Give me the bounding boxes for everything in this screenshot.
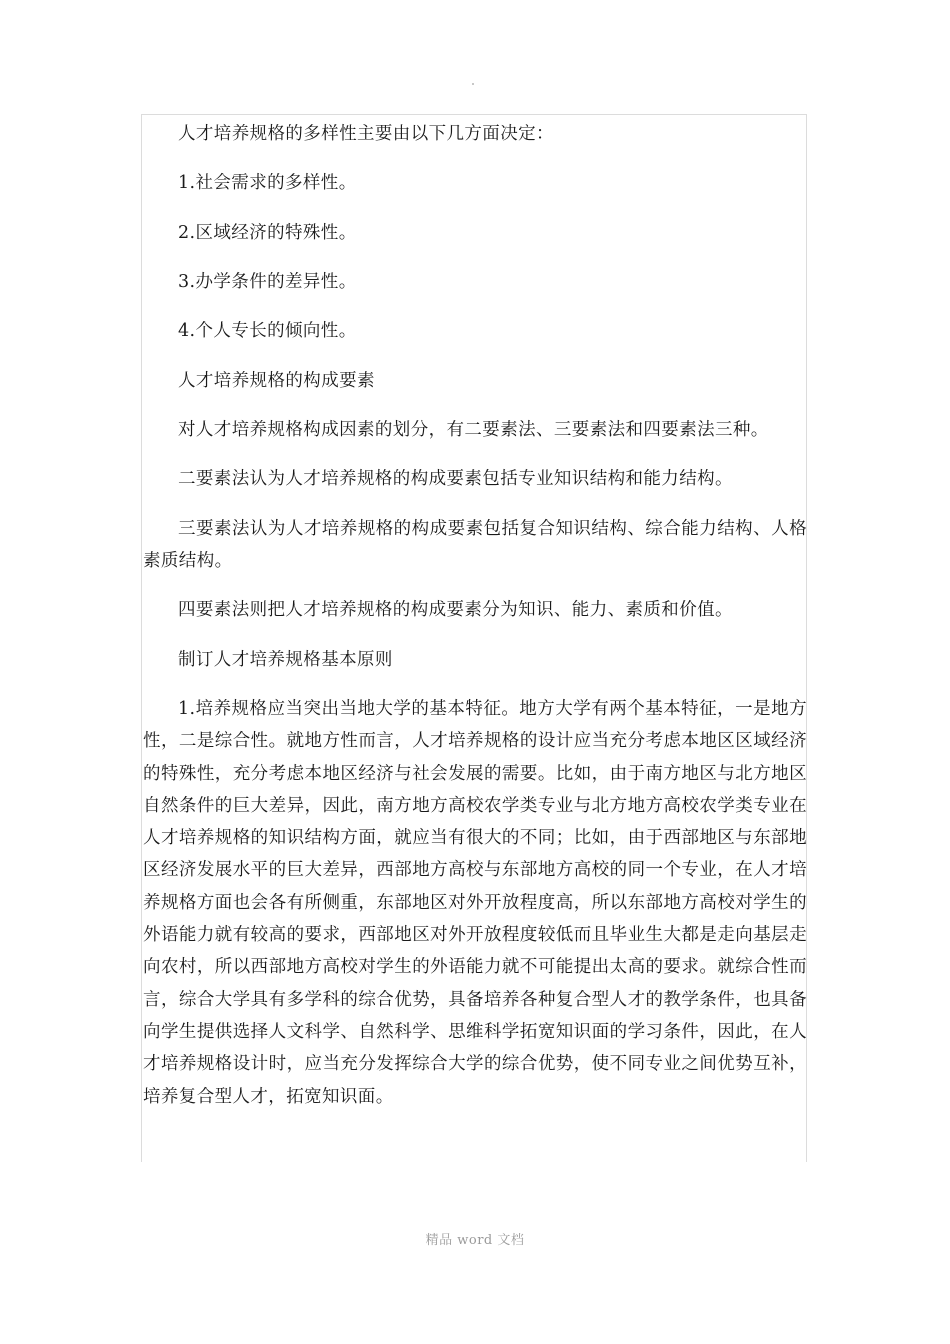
paragraph-division: 对人才培养规格构成因素的划分，有二要素法、三要素法和四要素法三种。 xyxy=(178,420,769,440)
intro-paragraph: 人才培养规格的多样性主要由以下几方面决定： xyxy=(178,124,554,144)
document-content-box xyxy=(141,114,807,1162)
list-item-2: 2.区域经济的特殊性。 xyxy=(178,223,357,243)
paragraph-three-element: 三要素法认为人才培养规格的构成要素包括复合知识结构、综合能力结构、人格素质结构。 xyxy=(143,519,807,572)
section-heading-principles: 制订人才培养规格基本原则 xyxy=(178,650,393,670)
header-dot xyxy=(472,83,474,85)
page-footer: 精品 word 文档 xyxy=(425,1233,525,1248)
principle-paragraph-1: 1.培养规格应当突出当地大学的基本特征。地方大学有两个基本特征，一是地方性，二是综合性。就地方性而言，人才培养规格的设计应当充分考虑本地区区域经济的特殊性，充分考虑本地区经济与社会发展的需要。比如，由于南方地区与北方地区自然条件的巨大差异，因此，南方地方高校农学类专业与北方地方高校农学类专业在人才培养规格的知识结构方面，就应当有很大的不同；比如，由于西部地区与东部地区经济发展水平的巨大差异，西部地方高校与东部地方高校的同一个专业，在人才培养规格方面也会各有所侧重，东部地区对外开放程度高，所以东部地方高校对学生的外语能力就有较高的要求，西部地区对外开放程度较低而且毕业生大都是走向基层走向农村，所以西部地方高校对学生的外语能力就不可能提出太高的要求。就综合性而言，综合大学具有多学科的综合优势，具备培养各种复合型人才的教学条件，也具备向学生提供选择人文科学、自然科学、思维科学拓宽知识面的学习条件，因此，在人才培养规格设计时，应当充分发挥综合大学的综合优势，使不同专业之间优势互补，培养复合型人才，拓宽知识面。 xyxy=(143,699,807,1107)
paragraph-two-element: 二要素法认为人才培养规格的构成要素包括专业知识结构和能力结构。 xyxy=(178,469,733,489)
list-item-1: 1.社会需求的多样性。 xyxy=(178,173,357,193)
section-heading-elements: 人才培养规格的构成要素 xyxy=(178,371,375,391)
paragraph-four-element: 四要素法则把人才培养规格的构成要素分为知识、能力、素质和价值。 xyxy=(178,600,733,620)
list-item-3: 3.办学条件的差异性。 xyxy=(178,272,357,292)
list-item-4: 4.个人专长的倾向性。 xyxy=(178,321,357,341)
